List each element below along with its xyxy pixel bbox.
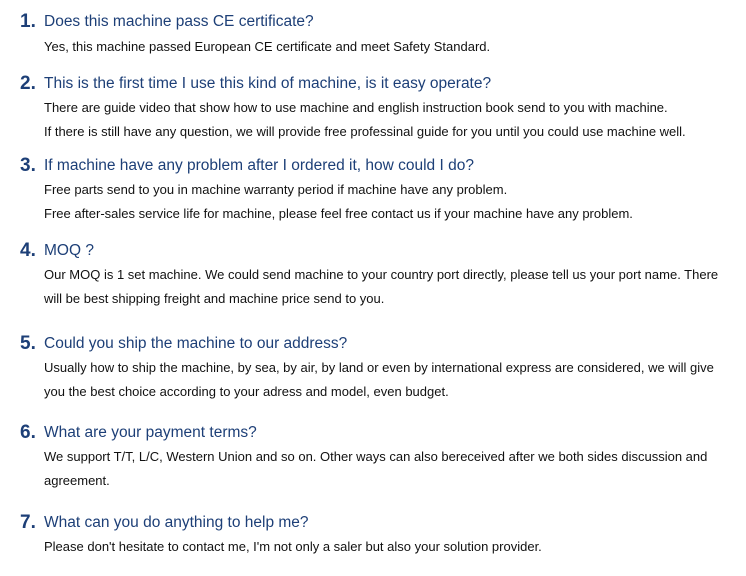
question-text: Does this machine pass CE certificate? bbox=[44, 13, 314, 30]
faq-item-4 bbox=[0, 239, 746, 306]
question-number: 2. bbox=[20, 73, 36, 94]
answer-line: Our MOQ is 1 set machine. We could send machine to your country port directly, please tell us your port name. There bbox=[44, 267, 719, 282]
answer-line: you the best choice according to your adress and model, even budget. bbox=[44, 384, 449, 399]
question-text: Could you ship the machine to our address? bbox=[44, 335, 348, 352]
answer-line: Free parts send to you in machine warranty period if machine have any problem. bbox=[44, 182, 508, 197]
question-number: 5. bbox=[20, 333, 36, 354]
answer bbox=[44, 35, 734, 59]
faq-item-2 bbox=[0, 72, 746, 139]
answer bbox=[44, 356, 734, 404]
answer-line: There are guide video that show how to use machine and english instruction book send to you with machine. bbox=[44, 100, 668, 115]
question-row bbox=[0, 332, 746, 356]
answer-line: will be best shipping freight and machine price send to you. bbox=[44, 291, 385, 306]
question-row bbox=[0, 10, 746, 34]
question-row bbox=[0, 511, 746, 535]
question-number: 7. bbox=[20, 512, 36, 533]
answer bbox=[44, 263, 734, 311]
question-row bbox=[0, 421, 746, 445]
answer-line: Free after-sales service life for machine, please feel free contact us if your machine have any problem. bbox=[44, 206, 633, 221]
question-number: 3. bbox=[20, 155, 36, 176]
answer-line: agreement. bbox=[44, 473, 110, 488]
question-text: What are your payment terms? bbox=[44, 424, 257, 441]
answer-line: Please don't hesitate to contact me, I'm not only a saler but also your solution provider. bbox=[44, 539, 542, 554]
answer-line: Yes, this machine passed European CE certificate and meet Safety Standard. bbox=[44, 39, 491, 54]
question-row bbox=[0, 239, 746, 263]
question-text: MOQ ? bbox=[44, 242, 94, 259]
question-number: 6. bbox=[20, 422, 36, 443]
question-number: 4. bbox=[20, 240, 36, 261]
question-row bbox=[0, 72, 746, 96]
question-text: What can you do anything to help me? bbox=[44, 514, 309, 531]
answer-line: Usually how to ship the machine, by sea, by air, by land or even by international express are considered, we will give bbox=[44, 360, 714, 375]
answer bbox=[44, 535, 734, 559]
answer-line: We support T/T, L/C, Western Union and so on. Other ways can also bereceived after we both sides discussion and bbox=[44, 449, 708, 464]
faq-item-7 bbox=[0, 511, 746, 554]
faq-item-1 bbox=[0, 10, 746, 54]
faq-item-5 bbox=[0, 332, 746, 399]
question-row bbox=[0, 154, 746, 178]
question-text: If machine have any problem after I ordered it, how could I do? bbox=[44, 157, 474, 174]
answer bbox=[44, 445, 734, 493]
faq-item-6 bbox=[0, 421, 746, 488]
faq-item-3 bbox=[0, 154, 746, 221]
answer bbox=[44, 96, 734, 144]
answer-line: If there is still have any question, we will provide free professinal guide for you until you could use machine well. bbox=[44, 124, 686, 139]
answer bbox=[44, 178, 734, 226]
question-number: 1. bbox=[20, 11, 36, 32]
question-text: This is the first time I use this kind of machine, is it easy operate? bbox=[44, 75, 492, 92]
